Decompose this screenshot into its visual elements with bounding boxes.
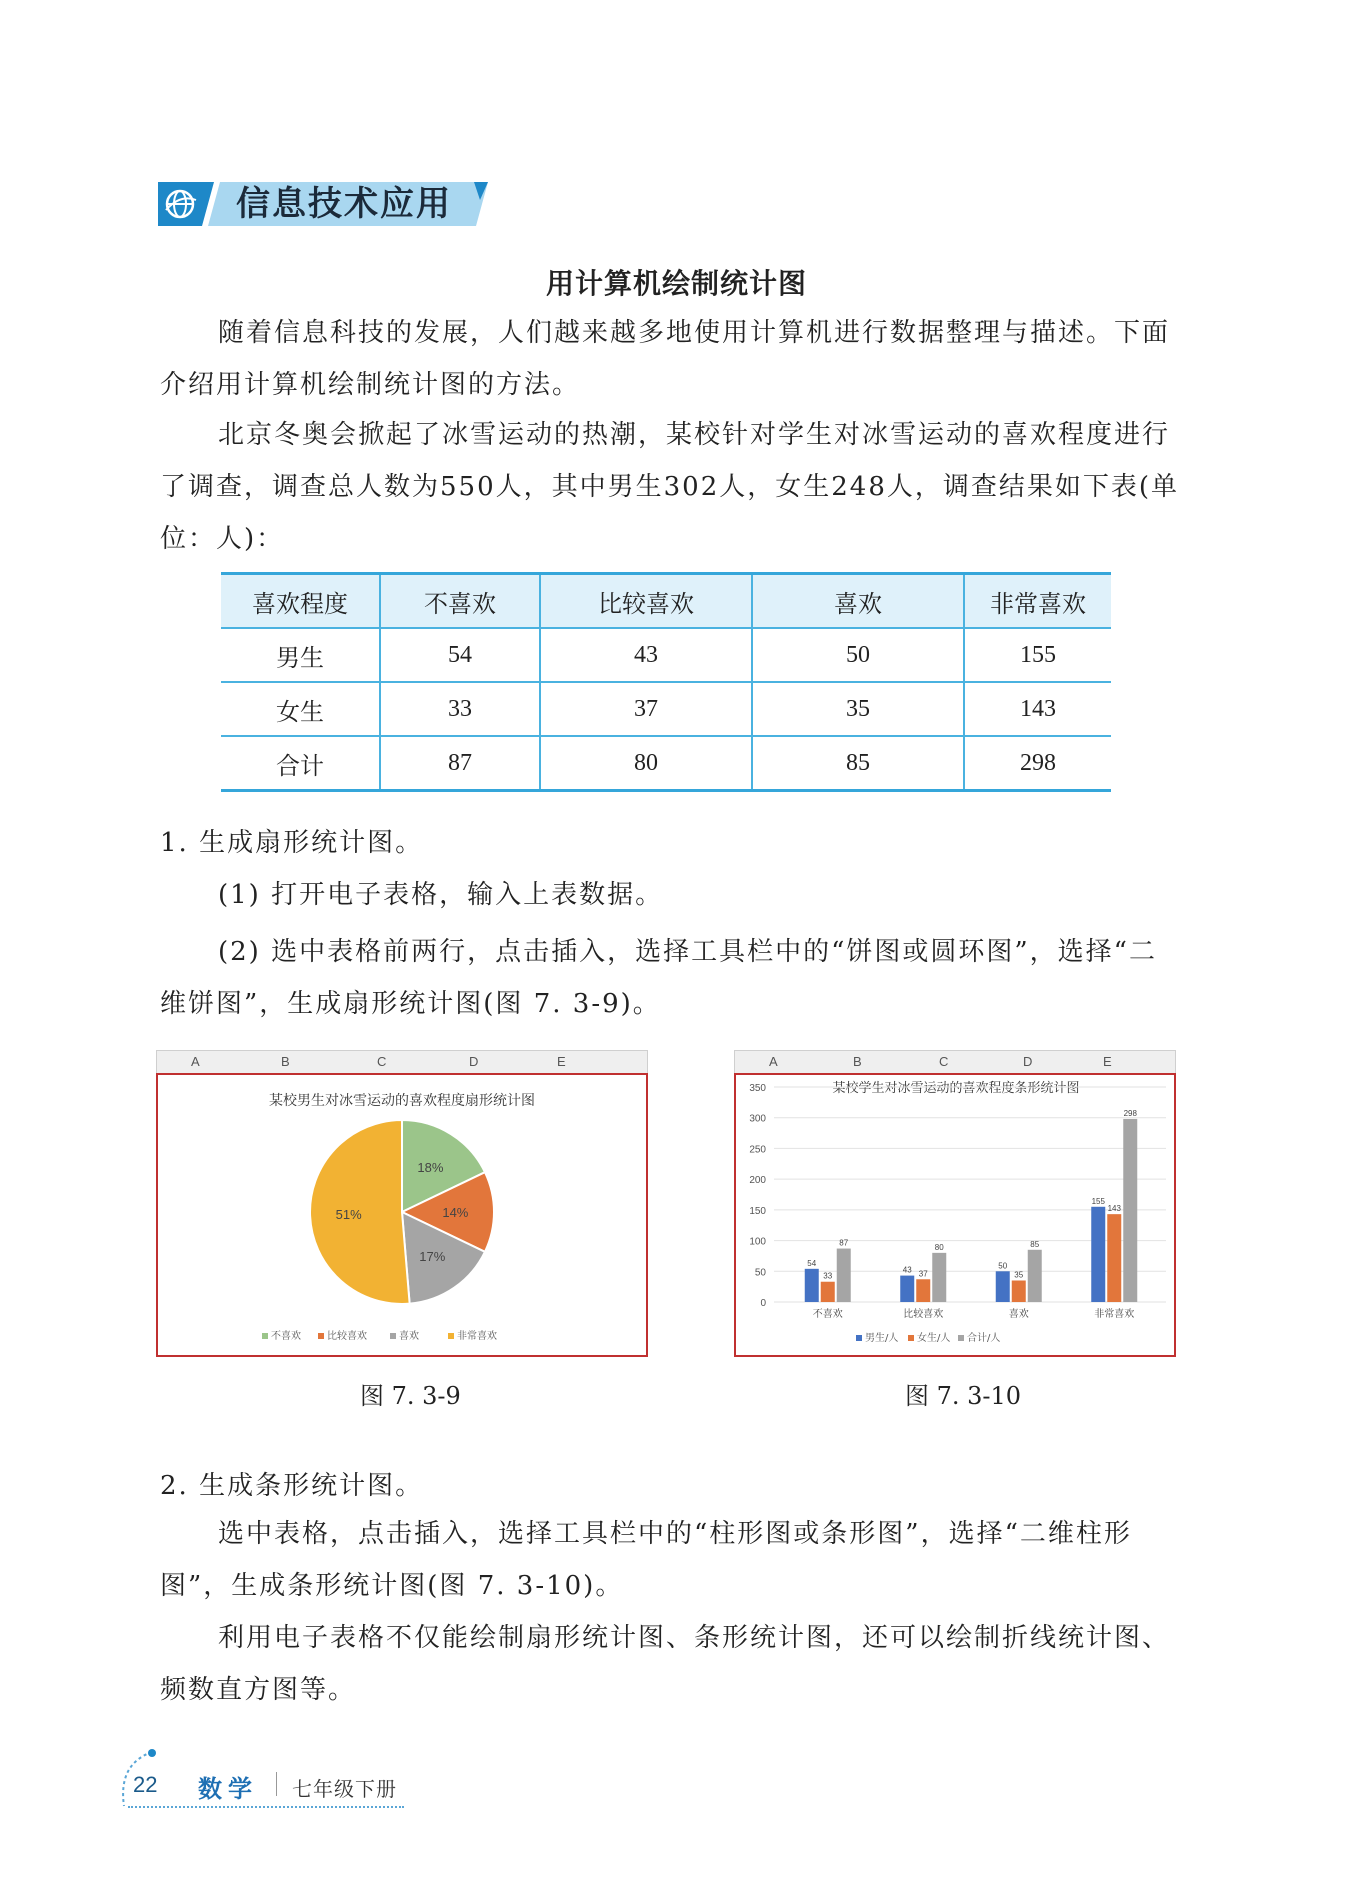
intro-paragraph: 随着信息科技的发展，人们越来越多地使用计算机进行数据整理与描述。下面介绍用计算机绘制统计图的方法。 <box>160 318 1171 400</box>
legend-swatch <box>856 1335 862 1341</box>
table-header-cell: 非常喜欢 <box>964 574 1111 629</box>
y-tick-label: 250 <box>749 1144 766 1156</box>
table-cell: 43 <box>540 628 752 682</box>
bar <box>805 1269 819 1302</box>
y-tick-label: 300 <box>749 1113 766 1125</box>
x-tick-label: 比较喜欢 <box>903 1309 944 1320</box>
step1-a: (1) 打开电子表格，输入上表数据。 <box>218 880 664 910</box>
legend-swatch <box>262 1333 268 1339</box>
bar <box>1107 1214 1121 1302</box>
table-row <box>221 682 1111 736</box>
table-cell: 女生 <box>221 682 380 736</box>
column-header: A <box>769 1054 778 1069</box>
table-cell: 87 <box>380 736 540 791</box>
table-cell: 80 <box>540 736 752 791</box>
bar <box>1123 1119 1137 1302</box>
bar-data-label: 80 <box>934 1242 944 1252</box>
figure-caption-bar: 图 7. 3-10 <box>905 1382 1022 1410</box>
legend-label: 喜欢 <box>399 1331 419 1342</box>
bar-data-label: 143 <box>1107 1204 1121 1214</box>
y-tick-label: 200 <box>749 1175 766 1187</box>
legend-label: 男生/人 <box>865 1333 899 1344</box>
bar <box>916 1279 930 1302</box>
bar-chart-title: 某校学生对冰雪运动的喜欢程度条形统计图 <box>832 1081 1080 1096</box>
legend-swatch <box>908 1335 914 1341</box>
bar <box>821 1282 835 1302</box>
bar-data-label: 35 <box>1014 1270 1024 1280</box>
pie-data-label: 17% <box>419 1248 446 1264</box>
table-header-cell: 喜欢 <box>752 574 964 629</box>
legend-swatch <box>390 1333 396 1339</box>
survey-paragraph: 北京冬奥会掀起了冰雪运动的热潮，某校针对学生对冰雪运动的喜欢程度进行了调查，调查总人数为550人，其中男生302人，女生248人，调查结果如下表(单位：人)： <box>160 420 1180 554</box>
y-tick-label: 0 <box>760 1298 766 1309</box>
y-tick-label: 50 <box>754 1267 766 1279</box>
pie-chart-figure <box>156 1073 648 1357</box>
footer-dotted-line <box>128 1806 404 1808</box>
pie-data-label: 18% <box>417 1159 444 1175</box>
legend-label: 比较喜欢 <box>327 1331 367 1342</box>
spreadsheet-column-bar <box>156 1050 648 1074</box>
column-header: D <box>1023 1054 1033 1069</box>
bar <box>837 1249 851 1302</box>
x-tick-label: 不喜欢 <box>812 1309 843 1320</box>
column-header: D <box>469 1054 479 1069</box>
table-header-cell: 喜欢程度 <box>221 574 380 629</box>
bar <box>996 1271 1010 1302</box>
survey-table <box>221 572 1111 792</box>
section-title: 用计算机绘制统计图 <box>545 267 807 300</box>
bar-data-label: 37 <box>918 1269 928 1279</box>
bar-data-label: 54 <box>807 1258 817 1268</box>
legend-label: 合计/人 <box>967 1333 1001 1344</box>
pie-chart <box>158 1075 646 1355</box>
closing-paragraph: 利用电子表格不仅能绘制扇形统计图、条形统计图，还可以绘制折线统计图、频数直方图等。 <box>160 1623 1171 1705</box>
y-tick-label: 100 <box>749 1236 766 1248</box>
footer-grade: 七年级下册 <box>292 1777 397 1801</box>
table-cell: 155 <box>964 628 1111 682</box>
x-tick-label: 喜欢 <box>1008 1309 1029 1320</box>
pie-chart-title: 某校男生对冰雪运动的喜欢程度扇形统计图 <box>269 1093 535 1109</box>
bar <box>900 1276 914 1302</box>
banner-title: 信息技术应用 <box>236 184 452 224</box>
table-cell: 男生 <box>221 628 380 682</box>
table-row <box>221 628 1111 682</box>
table-cell: 54 <box>380 628 540 682</box>
legend-swatch <box>318 1333 324 1339</box>
table-header-row <box>221 574 1111 629</box>
table-cell: 85 <box>752 736 964 791</box>
bar <box>1091 1207 1105 1302</box>
column-header: B <box>281 1054 290 1069</box>
bar-chart-figure <box>734 1073 1176 1357</box>
bar-data-label: 43 <box>902 1265 912 1275</box>
legend-label: 不喜欢 <box>271 1331 301 1342</box>
bar-data-label: 155 <box>1091 1196 1105 1206</box>
step2-title: 2. 生成条形统计图。 <box>160 1471 424 1501</box>
figure-caption-pie: 图 7. 3-9 <box>360 1382 461 1410</box>
bar-data-label: 87 <box>839 1238 849 1248</box>
column-header: C <box>939 1054 949 1069</box>
table-cell: 35 <box>752 682 964 736</box>
column-header: E <box>1103 1054 1112 1069</box>
bar-chart <box>736 1075 1174 1355</box>
table-cell: 143 <box>964 682 1111 736</box>
bar <box>1012 1281 1026 1303</box>
table-row <box>221 736 1111 791</box>
bar <box>1028 1250 1042 1302</box>
table-cell: 37 <box>540 682 752 736</box>
bar-data-label: 50 <box>998 1261 1008 1271</box>
step1-b: (2) 选中表格前两行，点击插入，选择工具栏中的“饼图或圆环图”，选择“二维饼图”，生成扇形统计图(图 7. 3-9)。 <box>160 937 1157 1019</box>
pie-data-label: 51% <box>335 1207 362 1223</box>
legend-label: 女生/人 <box>917 1333 951 1344</box>
spreadsheet-column-bar <box>734 1050 1176 1074</box>
column-header: B <box>853 1054 862 1069</box>
bar-data-label: 85 <box>1030 1239 1040 1249</box>
legend-swatch <box>958 1335 964 1341</box>
x-tick-label: 非常喜欢 <box>1094 1309 1135 1320</box>
column-header: C <box>377 1054 387 1069</box>
legend-swatch <box>448 1333 454 1339</box>
bar-data-label: 33 <box>823 1271 833 1281</box>
column-header: E <box>557 1054 566 1069</box>
pie-data-label: 14% <box>442 1205 469 1220</box>
table-cell: 50 <box>752 628 964 682</box>
table-cell: 33 <box>380 682 540 736</box>
legend-label: 非常喜欢 <box>457 1331 497 1342</box>
step2-body: 选中表格，点击插入，选择工具栏中的“柱形图或条形图”，选择“二维柱形图”，生成条形统计图(图 7. 3-10)。 <box>160 1519 1132 1601</box>
y-tick-label: 150 <box>749 1205 766 1217</box>
column-header: A <box>191 1054 200 1069</box>
table-cell: 298 <box>964 736 1111 791</box>
bar-data-label: 298 <box>1123 1108 1137 1118</box>
table-header-cell: 比较喜欢 <box>540 574 752 629</box>
table-header-cell: 不喜欢 <box>380 574 540 629</box>
y-tick-label: 350 <box>749 1083 766 1094</box>
table-cell: 合计 <box>221 736 380 791</box>
step1-title: 1. 生成扇形统计图。 <box>160 828 424 858</box>
footer-subject: 数学 <box>198 1775 258 1803</box>
page-number: 22 <box>133 1772 158 1797</box>
bar <box>932 1253 946 1302</box>
footer-separator <box>276 1772 277 1796</box>
